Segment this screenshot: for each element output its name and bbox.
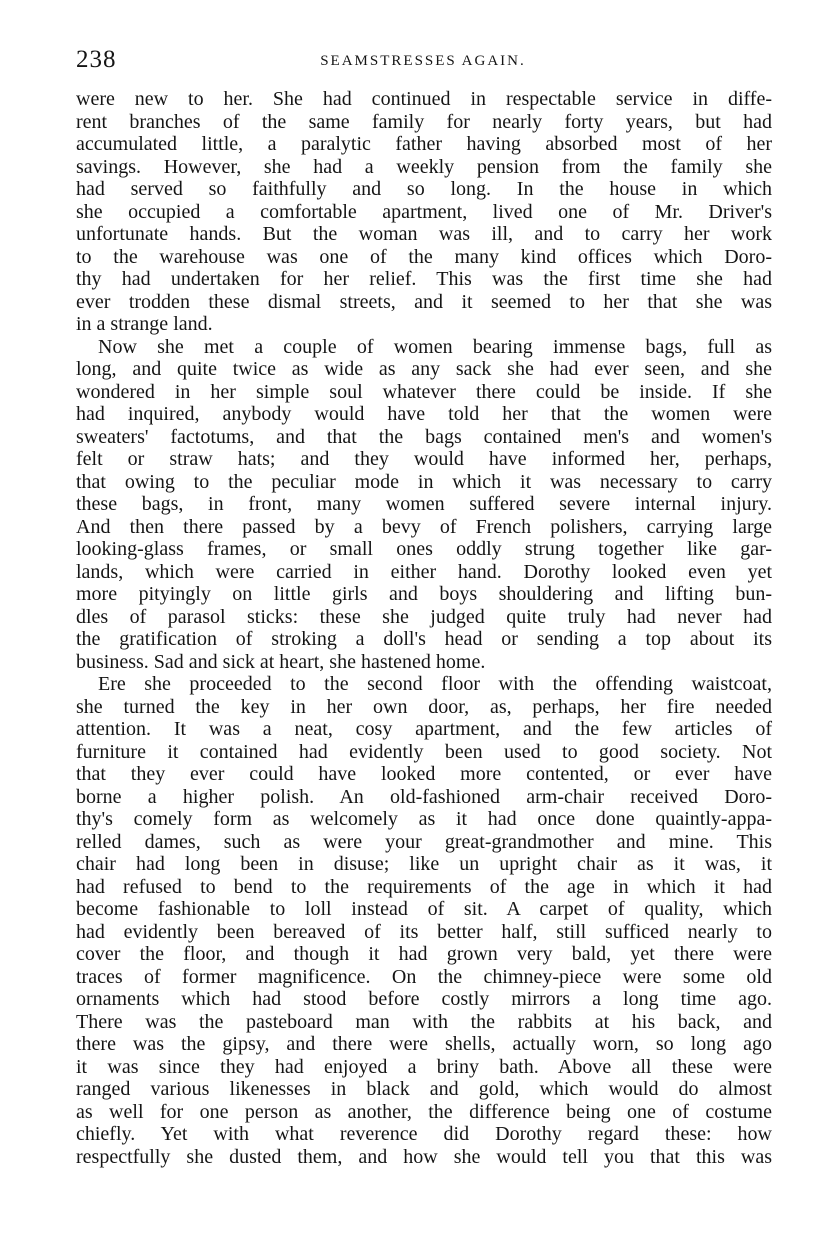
text-line: the gratification of stroking a doll's head or sending a top about its	[76, 628, 772, 650]
running-title: SEAMSTRESSES AGAIN.	[320, 53, 526, 69]
text-line: chair had long been in disuse; like un upright chair as it was, it	[76, 853, 772, 875]
text-line: unfortunate hands. But the woman was ill, and to carry her work	[76, 223, 772, 245]
body-text	[76, 88, 772, 1168]
text-line: accumulated little, a paralytic father having absorbed most of her	[76, 133, 772, 155]
page-number: 238	[76, 46, 117, 73]
text-line: had served so faithfully and so long. In the house in which	[76, 178, 772, 200]
text-line: ever trodden these dismal streets, and it seemed to her that she was	[76, 290, 772, 313]
text-line: had inquired, anybody would have told her that the women were	[76, 403, 772, 425]
text-line: savings. However, she had a weekly pension from the family she	[76, 155, 772, 178]
text-line: more pityingly on little girls and boys shouldering and lifting bun-	[76, 583, 772, 605]
text-line: thy had undertaken for her relief. This was the first time she had	[76, 268, 772, 290]
text-line: that owing to the peculiar mode in which it was necessary to carry	[76, 470, 772, 493]
text-line: ornaments which had stood before costly mirrors a long time ago.	[76, 988, 772, 1010]
text-line: wondered in her simple soul whatever there could be inside. If she	[76, 380, 772, 403]
text-line: these bags, in front, many women suffered severe internal injury.	[76, 493, 772, 515]
text-line: sweaters' factotums, and that the bags contained men's and women's	[76, 425, 772, 448]
text-line: thy's comely form as welcomely as it had once done quaintly-appa-	[76, 808, 772, 830]
text-line: relled dames, such as were your great-grandmother and mine. This	[76, 830, 772, 853]
text-line: there was the gipsy, and there were shells, actually worn, so long ago	[76, 1033, 772, 1055]
text-line: that they ever could have looked more contented, or ever have	[76, 763, 772, 785]
text-line: it was since they had enjoyed a briny bath. Above all these were	[76, 1055, 772, 1078]
text-line: lands, which were carried in either hand. Dorothy looked even yet	[76, 560, 772, 583]
text-line: respectfully she dusted them, and how she would tell you that this was	[76, 1145, 772, 1168]
text-line: business. Sad and sick at heart, she hastened home.	[76, 650, 486, 673]
text-line: long, and quite twice as wide as any sack she had ever seen, and she	[76, 358, 772, 380]
text-line: traces of former magnificence. On the chimney-piece were some old	[76, 965, 772, 988]
text-line: looking-glass frames, or small ones oddly strung together like gar-	[76, 538, 772, 560]
text-line: chiefly. Yet with what reverence did Dorothy regard these: how	[76, 1123, 772, 1145]
text-line: attention. It was a neat, cosy apartment, and the few articles of	[76, 718, 772, 740]
text-line: had refused to bend to the requirements of the age in which it had	[76, 875, 772, 898]
text-line: And then there passed by a bevy of French polishers, carrying large	[76, 515, 772, 538]
text-line: as well for one person as another, the difference being one of costume	[76, 1100, 772, 1123]
text-line: ranged various likenesses in black and gold, which would do almost	[76, 1078, 772, 1100]
text-line: dles of parasol sticks: these she judged quite truly had never had	[76, 605, 772, 628]
text-line: she occupied a comfortable apartment, lived one of Mr. Driver's	[76, 200, 772, 223]
text-line: cover the floor, and though it had grown very bald, yet there were	[76, 943, 772, 965]
text-line: she turned the key in her own door, as, perhaps, her fire needed	[76, 695, 772, 718]
text-line: had evidently been bereaved of its better half, still sufficed nearly to	[76, 920, 772, 943]
text-line: felt or straw hats; and they would have informed her, perhaps,	[76, 448, 772, 470]
text-line: rent branches of the same family for nearly forty years, but had	[76, 110, 772, 133]
text-line: borne a higher polish. An old-fashioned arm-chair received Doro-	[76, 785, 772, 808]
text-line: furniture it contained had evidently been used to good society. Not	[76, 740, 772, 763]
text-line: in a strange land.	[76, 313, 213, 335]
text-line: Ere she proceeded to the second floor with the offending waistcoat,	[98, 673, 772, 695]
page-header	[76, 46, 770, 76]
text-line: were new to her. She had continued in respectable service in diffe-	[76, 88, 772, 110]
text-line: Now she met a couple of women bearing immense bags, full as	[98, 335, 772, 358]
text-line: become fashionable to loll instead of sit. A carpet of quality, which	[76, 898, 772, 920]
text-line: to the warehouse was one of the many kind offices which Doro-	[76, 245, 772, 268]
text-line: There was the pasteboard man with the rabbits at his back, and	[76, 1010, 772, 1033]
